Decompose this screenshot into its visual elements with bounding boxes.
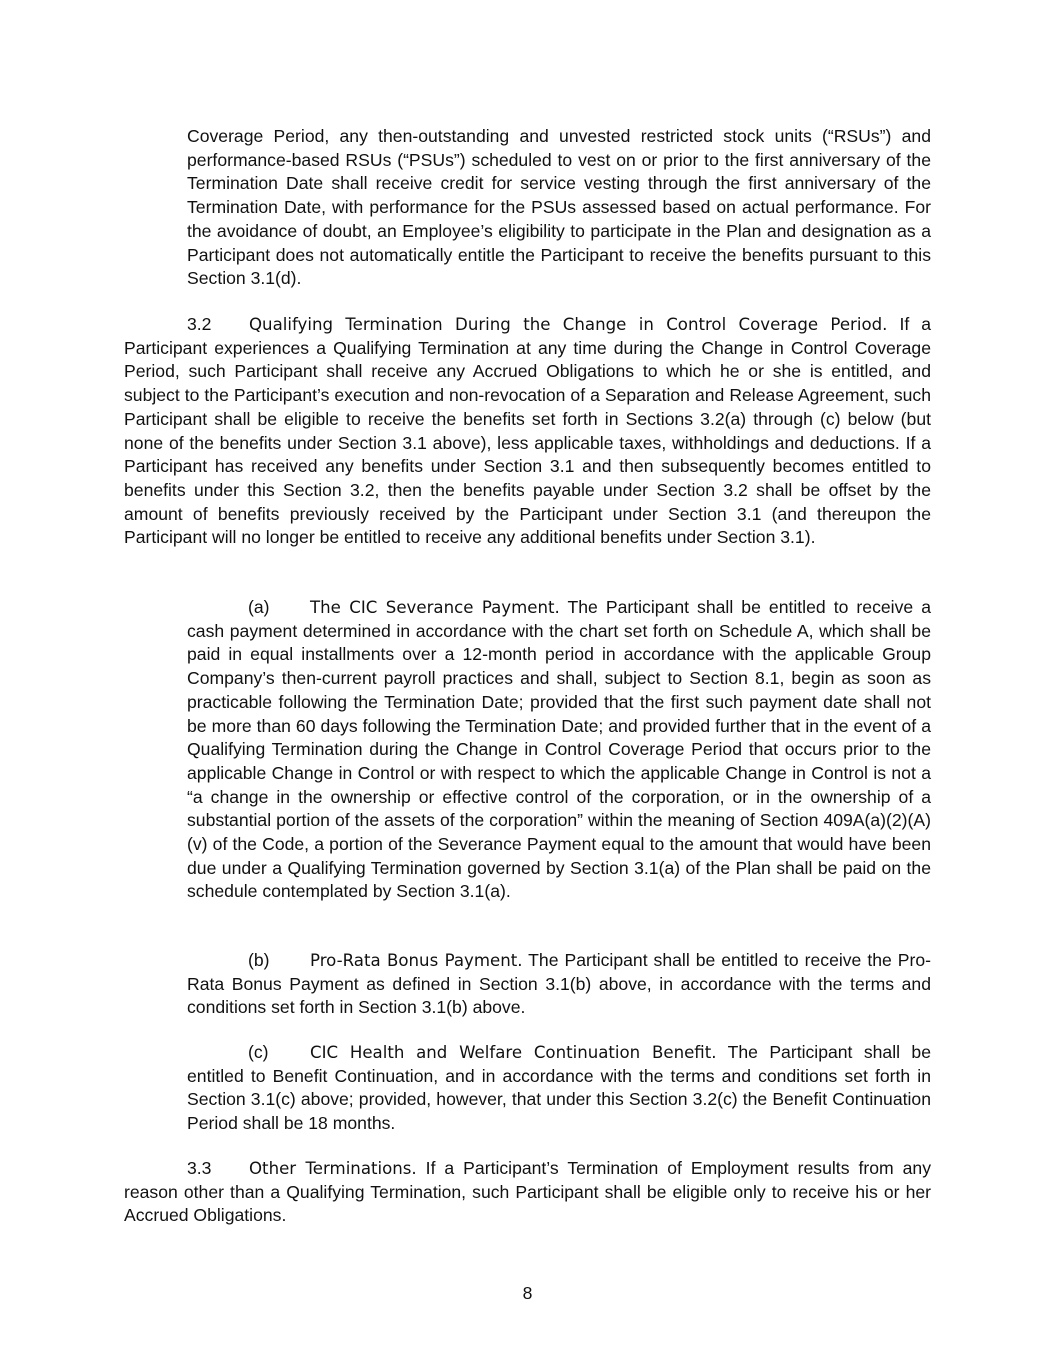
section-number: 3.2 bbox=[187, 314, 212, 334]
section-3-2-c-paragraph bbox=[187, 1041, 931, 1136]
page-number: 8 bbox=[522, 1283, 533, 1303]
subsection-number: (b) bbox=[248, 950, 270, 970]
section-3-2-b-paragraph bbox=[187, 949, 931, 1020]
subsection-body: The Participant shall be entitled to receive the Pro-Rata Bonus Payment as defined in Section 3.1(b) above, in accordance with the terms and conditions set forth in Section 3.1(b) above. bbox=[187, 950, 931, 1018]
section-body: If a Participant’s Termination of Employment results from any reason other than a Qualifying Termination, such Participant shall be eligible only to receive his or her Accrued Obligations. bbox=[124, 1158, 931, 1226]
subsection-body: The Participant shall be entitled to Benefit Continuation, and in accordance with the terms and conditions set forth in Section 3.1(c) above; provided, however, that under this Section 3.2(c) the Benefit Continuation Period shall be 18 months. bbox=[187, 1042, 931, 1134]
section-3-2-paragraph bbox=[124, 313, 931, 550]
section-3-3-paragraph bbox=[124, 1157, 931, 1228]
subsection-heading: Pro-Rata Bonus Payment. bbox=[310, 951, 523, 970]
section-heading: Qualifying Termination During the Change in Control Coverage Period. bbox=[249, 315, 888, 334]
intro-paragraph: Coverage Period, any then-outstanding and unvested restricted stock units (“RSUs”) and performance-based RSUs (“PSUs”) scheduled to vest on or prior to the first anniversary of the Termination Date shall receive credit for service vesting through the first anniversary of the Termination Date, with performance for the PSUs assessed based on actual performance. For the avoidance of doubt, an Employee’s eligibility to participate in the Plan and designation as a Participant does not automatically entitle the Participant to receive the benefits pursuant to this Section 3.1(d). bbox=[187, 126, 931, 289]
section-3-2-a-paragraph bbox=[187, 596, 931, 904]
subsection-heading: The CIC Severance Payment. bbox=[310, 598, 560, 617]
section-number: 3.3 bbox=[187, 1158, 212, 1178]
section-body: If a Participant experiences a Qualifying Termination at any time during the Change in Control Coverage Period, such Participant shall receive any Accrued Obligations to which he or she is entitled, and subject to the Participant’s execution and non-revocation of a Separation and Release Agreement, such Participant shall be eligible to receive the benefits set forth in Sections 3.2(a) through (c) below (but none of the benefits under Section 3.1 above), less applicable taxes, withholdings and deductions. If a Participant has received any benefits under Section 3.1 and then subsequently becomes entitled to benefits under this Section 3.2, then the benefits payable under Section 3.2 shall be offset by the amount of benefits previously received by the Participant under Section 3.1 (and thereupon the Participant will no longer be entitled to receive any additional benefits under Section 3.1). bbox=[124, 314, 931, 548]
section-heading: Other Terminations. bbox=[249, 1159, 417, 1178]
subsection-heading: CIC Health and Welfare Continuation Benefit. bbox=[310, 1043, 717, 1062]
subsection-number: (a) bbox=[248, 597, 270, 617]
subsection-body: The Participant shall be entitled to receive a cash payment determined in accordance with the chart set forth on Schedule A, which shall be paid in equal installments over a 12-month period in accordance with the applicable Group Company’s then-current payroll practices and shall, subject to Section 8.1, begin as soon as practicable following the Termination Date; provided that the first such payment date shall not be more than 60 days following the Termination Date; and provided further that in the event of a Qualifying Termination during the Change in Control Coverage Period that occurs prior to the applicable Change in Control or with respect to which the applicable Change in Control is not a “a change in the ownership or effective control of the corporation, or in the ownership of a substantial portion of the assets of the corporation” within the meaning of Section 409A(a)(2)(A)(v) of the Code, a portion of the Severance Payment equal to the amount that would have been due under a Qualifying Termination governed by Section 3.1(a) of the Plan shall be paid on the schedule contemplated by Section 3.1(a). bbox=[187, 597, 931, 902]
subsection-number: (c) bbox=[248, 1042, 269, 1062]
